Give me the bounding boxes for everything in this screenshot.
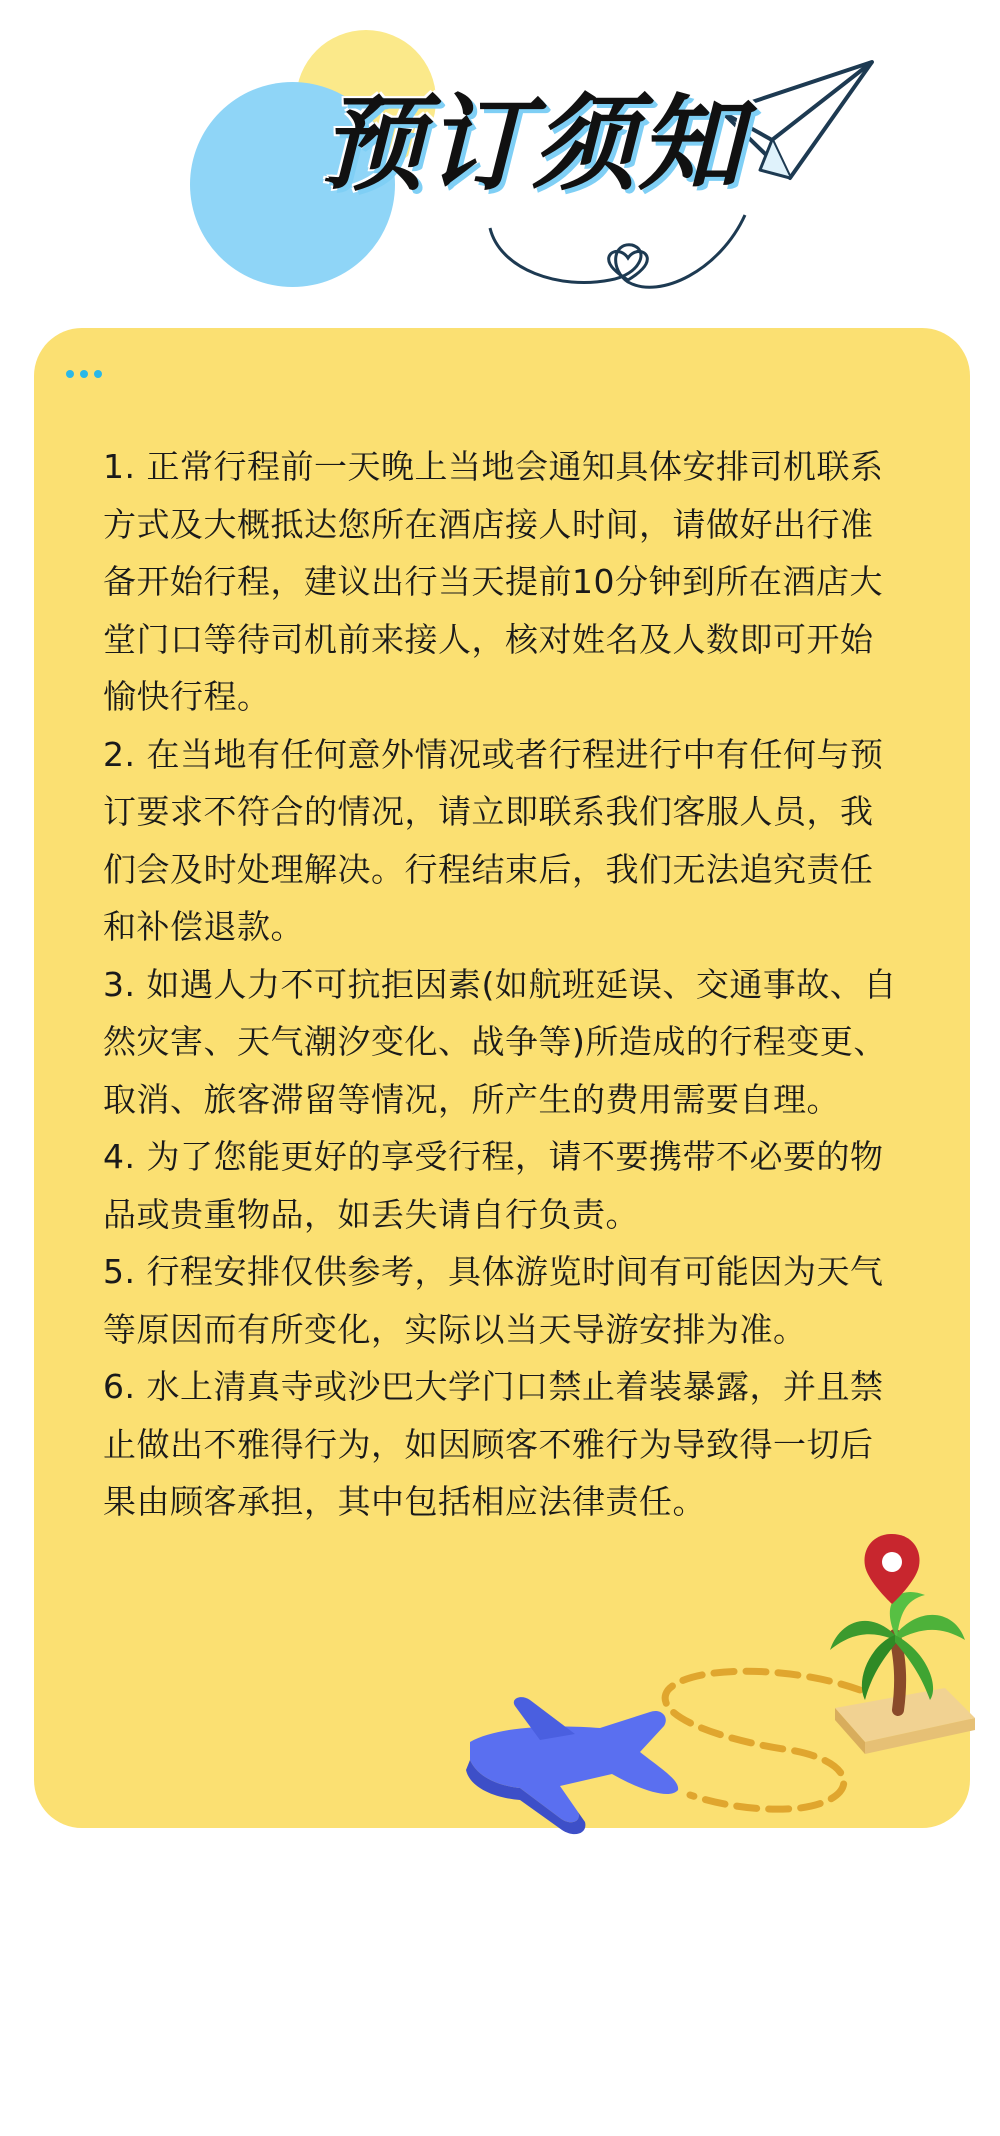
notice-item-3: 3. 如遇人力不可抗拒因素(如航班延误、交通事故、自然灾害、天气潮汐变化、战争等)所造成的行程变更、取消、旅客滞留等情况，所产生的费用需要自理。 — [103, 964, 897, 1119]
notice-item-4: 4. 为了您能更好的享受行程，请不要携带不必要的物品或贵重物品，如丢失请自行负责。 — [103, 1137, 884, 1234]
notice-item-5: 5. 行程安排仅供参考，具体游览时间有可能因为天气等原因而有所变化，实际以当天导游安排为准。 — [103, 1252, 884, 1349]
page-title: 预订须知 — [320, 83, 745, 205]
card-dots — [66, 370, 102, 378]
notice-item-2: 2. 在当地有任何意外情况或者行程进行中有任何与预订要求不符合的情况，请立即联系我们客服人员，我们会及时处理解决。行程结束后，我们无法追究责任和补偿退款。 — [103, 734, 884, 946]
notice-item-1: 1. 正常行程前一天晚上当地会通知具体安排司机联系方式及大概抵达您所在酒店接人时间，请做好出行准备开始行程，建议出行当天提前10分钟到所在酒店大堂门口等待司机前来接人，核对姓名及人数即可开始愉快行程。 — [103, 447, 884, 716]
dot — [94, 370, 102, 378]
dot — [66, 370, 74, 378]
notice-item-6: 6. 水上清真寺或沙巴大学门口禁止着装暴露，并且禁止做出不雅得行为，如因顾客不雅行为导致得一切后果由顾客承担，其中包括相应法律责任。 — [103, 1367, 884, 1521]
notice-list — [103, 438, 903, 1531]
paper-plane-icon — [722, 62, 872, 178]
dot — [80, 370, 88, 378]
header — [0, 0, 1000, 320]
